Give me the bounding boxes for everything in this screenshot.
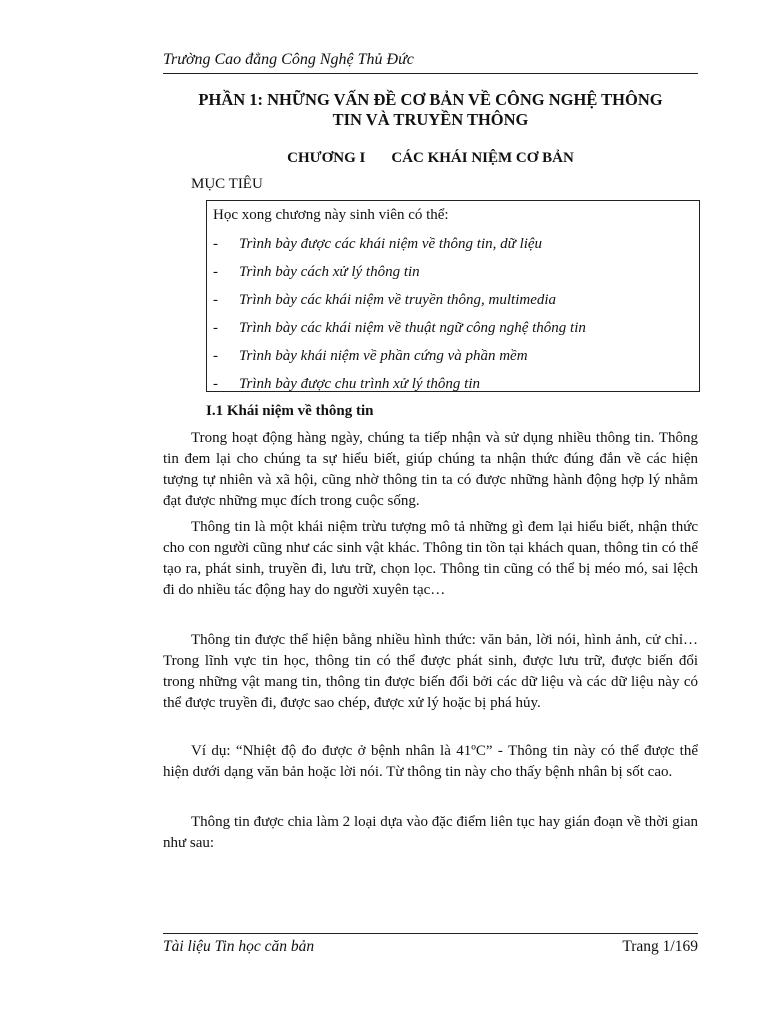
body-paragraph: Trong hoạt động hàng ngày, chúng ta tiếp nhận và sử dụng nhiều thông tin. Thông tin đem lại cho chúng ta sự hiểu biết, giúp chúng ta nhận thức đúng đắn về các hiện tượng tự nhiên và xã hội, cũng nhờ thông tin ta có được những hành động hợp lý nhằm đạt được những mục đích trong cuộc sống. bbox=[163, 430, 698, 509]
objective-bullet: - bbox=[213, 320, 218, 336]
chapter-name: CÁC KHÁI NIỆM CƠ BẢN bbox=[391, 150, 574, 166]
objective-text: Trình bày các khái niệm về thuật ngữ công nghệ thông tin bbox=[239, 320, 586, 336]
objectives-intro: Học xong chương này sinh viên có thể: bbox=[213, 207, 449, 223]
body-paragraph: Ví dụ: “Nhiệt độ đo được ở bệnh nhân là 41ºC” - Thông tin này có thể được thể hiện dưới dạng văn bản hoặc lời nói. Từ thông tin này cho thấy bệnh nhân bị sốt cao. bbox=[163, 743, 698, 780]
objective-text: Trình bày khái niệm về phần cứng và phần mềm bbox=[239, 348, 528, 364]
objective-item bbox=[213, 262, 693, 290]
page-number: Trang 1/169 bbox=[622, 938, 698, 955]
objective-item bbox=[213, 290, 693, 318]
part-title bbox=[163, 90, 698, 130]
objective-item bbox=[213, 234, 693, 262]
objective-bullet: - bbox=[213, 348, 218, 364]
footer-divider bbox=[163, 933, 698, 934]
footer-document-title: Tài liệu Tin học căn bản bbox=[163, 938, 315, 955]
objective-text: Trình bày các khái niệm về truyền thông, multimedia bbox=[239, 292, 557, 308]
objective-text: Trình bày cách xử lý thông tin bbox=[239, 264, 420, 280]
chapter-number: CHƯƠNG I bbox=[287, 150, 366, 166]
objective-bullet: - bbox=[213, 264, 218, 280]
body-paragraph: Thông tin là một khái niệm trừu tượng mô tả những gì đem lại hiểu biết, nhận thức cho con người cũng như các sinh vật khác. Thông tin tồn tại khách quan, thông tin có thể tạo ra, phát sinh, truyền đi, lưu trữ, chọn lọc. Thông tin cũng có thể bị méo mó, sai lệch đi do nhiều tác động hay do người xuyên tạc… bbox=[163, 519, 698, 598]
objectives-box bbox=[206, 200, 700, 392]
body-paragraph: Thông tin được thể hiện bằng nhiều hình thức: văn bản, lời nói, hình ảnh, cử chỉ… Trong lĩnh vực tin học, thông tin có thể được phát sinh, được lưu trữ, được biến đổi trong những vật mang tin, thông tin được biến đổi bởi các dữ liệu và các dữ liệu này có thể được truyền đi, được sao chép, được xử lý hoặc bị phá hủy. bbox=[163, 632, 698, 711]
objective-bullet: - bbox=[213, 376, 218, 392]
section-heading: I.1 Khái niệm về thông tin bbox=[206, 403, 374, 419]
page-header: Trường Cao đẳng Công Nghệ Thủ Đức bbox=[163, 51, 414, 68]
objective-bullet: - bbox=[213, 236, 218, 252]
objectives-label: MỤC TIÊU bbox=[191, 176, 263, 192]
objective-item bbox=[213, 346, 693, 374]
objective-item bbox=[213, 374, 693, 402]
part-title-line-1: PHẦN 1: NHỮNG VẤN ĐỀ CƠ BẢN VỀ CÔNG NGHỆ THÔNG bbox=[198, 90, 663, 109]
objective-text: Trình bày được các khái niệm về thông tin, dữ liệu bbox=[239, 236, 543, 252]
objective-item bbox=[213, 318, 693, 346]
body-paragraph: Thông tin được chia làm 2 loại dựa vào đặc điểm liên tục hay gián đoạn về thời gian như sau: bbox=[163, 814, 698, 851]
part-title-line-2: TIN VÀ TRUYỀN THÔNG bbox=[332, 110, 529, 129]
chapter-title bbox=[163, 148, 698, 168]
objective-bullet: - bbox=[213, 292, 218, 308]
header-divider bbox=[163, 73, 698, 74]
objective-text: Trình bày được chu trình xử lý thông tin bbox=[239, 376, 481, 392]
